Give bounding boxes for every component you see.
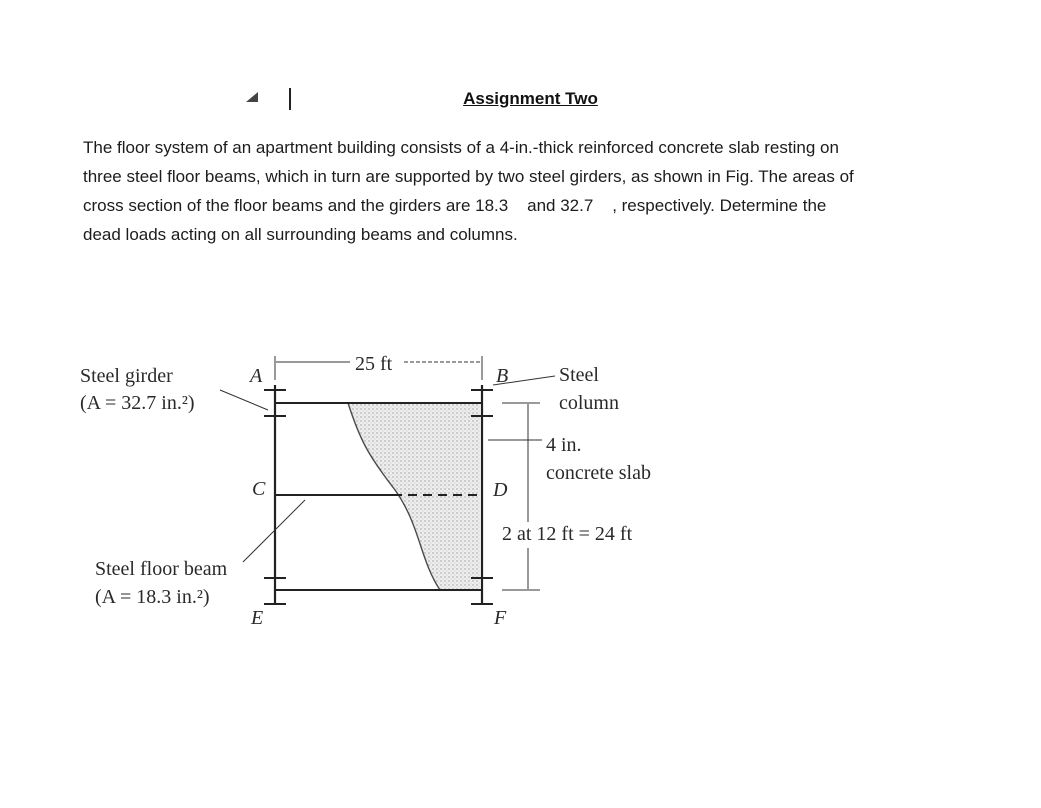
label-steel-floor-beam: Steel floor beam bbox=[95, 558, 228, 580]
label-point-e: E bbox=[251, 607, 264, 629]
paragraph-line: dead loads acting on all surrounding beams and columns. bbox=[83, 225, 518, 244]
label-point-f: F bbox=[494, 607, 507, 629]
bay-dimension bbox=[502, 403, 540, 590]
label-steel-column-2: column bbox=[559, 392, 619, 414]
label-slab-thickness: 4 in. bbox=[546, 434, 582, 456]
label-point-d: D bbox=[493, 479, 508, 501]
label-point-b: B bbox=[496, 365, 509, 387]
label-point-c: C bbox=[252, 478, 266, 500]
label-girder-area: (A = 32.7 in.²) bbox=[80, 392, 195, 414]
paragraph-line: three steel floor beams, which in turn are supported by two steel girders, as shown in Fig. The areas of bbox=[83, 167, 854, 186]
concrete-slab-area bbox=[348, 403, 480, 590]
label-span: 25 ft bbox=[355, 353, 393, 375]
document-title: Assignment Two bbox=[463, 89, 598, 108]
label-steel-column-1: Steel bbox=[559, 364, 599, 386]
label-concrete-slab: concrete slab bbox=[546, 462, 651, 484]
paragraph-line: cross section of the floor beams and the girders are 18.3 and 32.7 , respectively. Determine the bbox=[83, 196, 827, 215]
label-steel-girder: Steel girder bbox=[80, 365, 173, 387]
paragraph-line: The floor system of an apartment building consists of a 4-in.-thick reinforced concrete slab resting on bbox=[83, 138, 839, 157]
label-bays: 2 at 12 ft = 24 ft bbox=[502, 523, 633, 545]
label-point-a: A bbox=[250, 365, 263, 387]
label-beam-area: (A = 18.3 in.²) bbox=[95, 586, 210, 608]
leader-steel-girder bbox=[220, 390, 268, 410]
